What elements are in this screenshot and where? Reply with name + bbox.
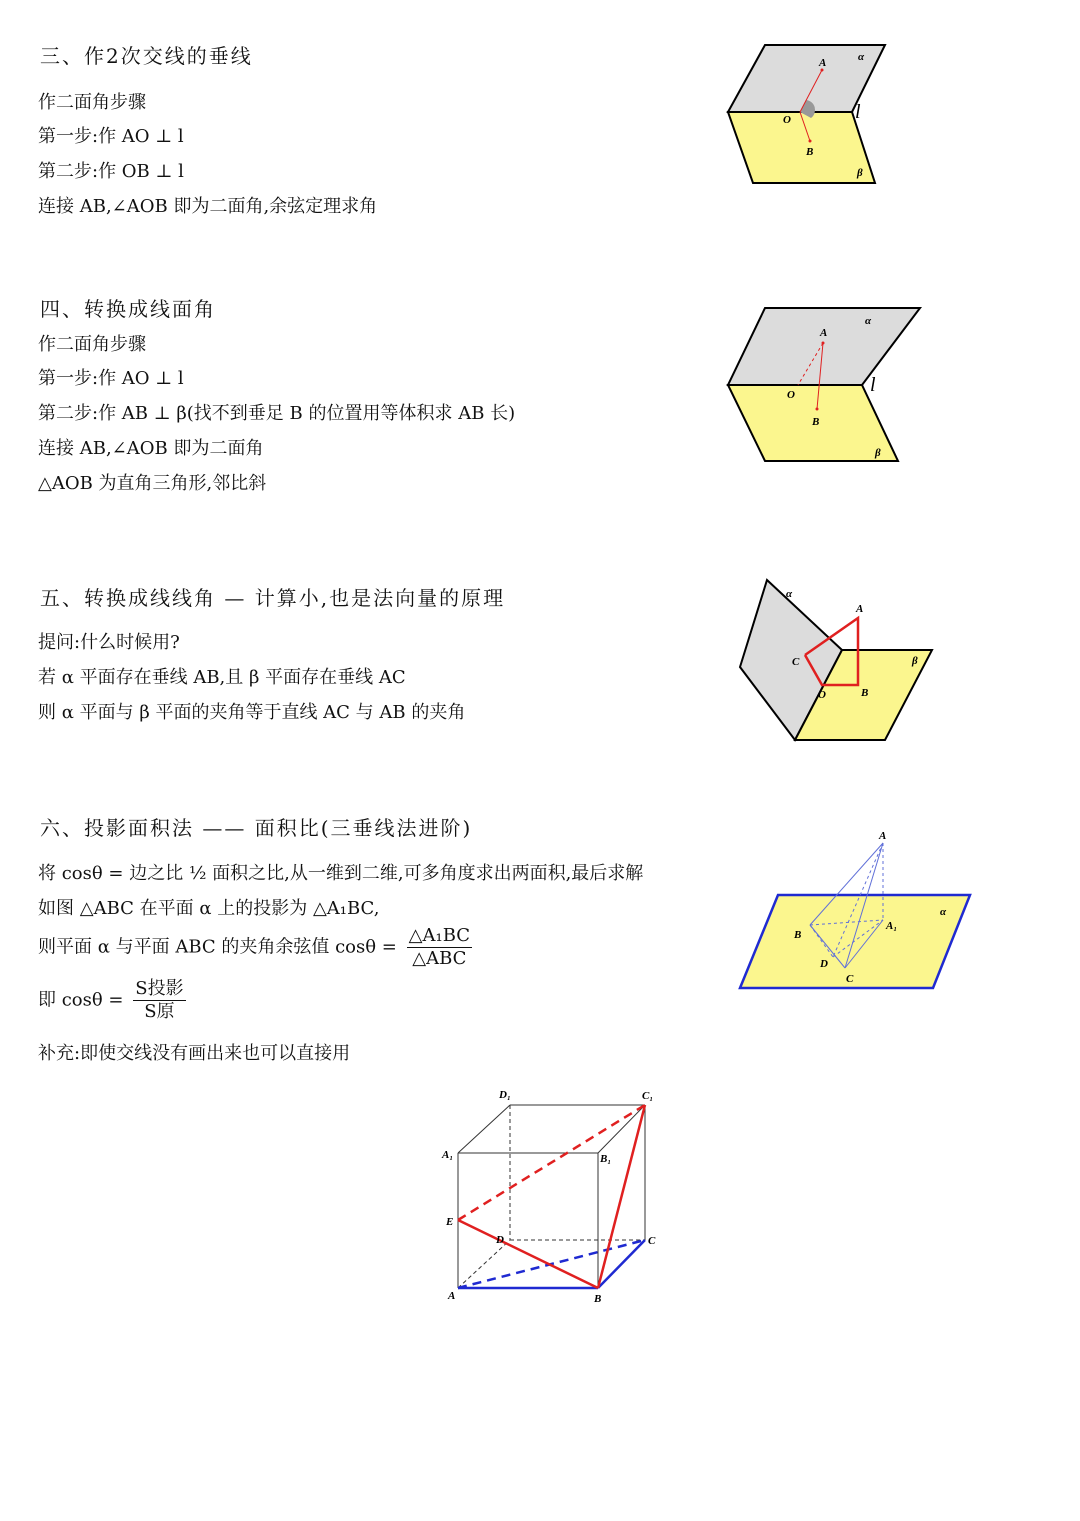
projection-numerator: S投影 — [135, 978, 184, 999]
cube-label-D: D — [496, 1234, 504, 1246]
cube-label-E: E — [446, 1216, 454, 1228]
cube-label-C1: C₁ — [642, 1090, 654, 1102]
figure-dihedral-2 — [720, 305, 930, 465]
s4-line-4: 连接 AB,∠AOB 即为二面角 — [38, 438, 264, 459]
s4-line-2: 第一步:作 AO ⊥ l — [38, 368, 184, 389]
figure-projection — [740, 825, 975, 995]
fig4-label-alpha: α — [940, 906, 947, 918]
fig3-label-B: B — [861, 687, 869, 699]
fig2-label-l: l — [870, 374, 876, 396]
s6-line-2: 如图 △ABC 在平面 α 上的投影为 △A₁BC, — [38, 898, 380, 919]
s3-line-3: 第二步:作 OB ⊥ l — [38, 161, 184, 182]
s4-line-3: 第二步:作 AB ⊥ β(找不到垂足 B 的位置用等体积求 AB 长) — [38, 403, 516, 424]
fig3-label-O: O — [818, 689, 826, 701]
fig2-label-alpha: α — [865, 315, 872, 327]
figure-dihedral-1 — [720, 40, 890, 190]
fig1-label-beta: β — [857, 167, 863, 179]
fig2-label-O: O — [787, 389, 795, 401]
s5-line-2: 若 α 平面存在垂线 AB,且 β 平面存在垂线 AC — [38, 667, 406, 688]
s6-line-5: 补充:即使交线没有画出来也可以直接用 — [38, 1043, 351, 1064]
fig1-label-A: A — [819, 57, 827, 69]
s5-line-1: 提问:什么时候用? — [38, 632, 180, 653]
cube-label-B1: B₁ — [600, 1153, 612, 1165]
cube-label-A: A — [448, 1290, 456, 1302]
fig2-label-A: A — [820, 327, 828, 339]
s6-line-3-prefix: 则平面 α 与平面 ABC 的夹角余弦值 cosθ = — [38, 936, 397, 958]
cube-label-C: C — [648, 1235, 656, 1247]
fig4-label-B: B — [794, 929, 802, 941]
s6-line-4-prefix: 即 cosθ = — [38, 989, 124, 1011]
figure-cube — [440, 1083, 670, 1313]
fig4-label-A1: A₁ — [886, 920, 898, 932]
cube-label-B: B — [594, 1293, 602, 1305]
fig2-label-beta: β — [875, 447, 881, 459]
section-3-heading: 三、作2次交线的垂线 — [40, 44, 253, 68]
fig1-label-l: l — [855, 101, 861, 123]
area-ratio-fraction — [407, 925, 472, 970]
s4-line-5: △AOB 为直角三角形,邻比斜 — [38, 473, 267, 494]
s3-line-2: 第一步:作 AO ⊥ l — [38, 126, 184, 147]
fig3-label-C: C — [792, 656, 800, 668]
section-4-heading: 四、转换成线面角 — [40, 297, 216, 321]
section-5-heading: 五、转换成线线角 — 计算小,也是法向量的原理 — [40, 586, 506, 610]
s4-line-1: 作二面角步骤 — [38, 334, 146, 355]
area-ratio-numerator: △A₁BC — [408, 925, 471, 946]
fig1-label-alpha: α — [858, 51, 865, 63]
fig1-label-O: O — [783, 114, 791, 126]
fig3-label-alpha: α — [786, 588, 793, 600]
fig2-label-B: B — [812, 416, 820, 428]
s6-line-1: 将 cosθ = 边之比 ½ 面积之比,从一维到二维,可多角度求出两面积,最后求解 — [38, 863, 644, 884]
projection-denominator: S原 — [144, 1001, 175, 1022]
figure-line-angle — [730, 575, 940, 745]
s6-line-3 — [38, 925, 472, 970]
cube-label-A1: A₁ — [442, 1149, 454, 1161]
s3-line-4: 连接 AB,∠AOB 即为二面角,余弦定理求角 — [38, 196, 378, 217]
fig4-label-A: A — [879, 830, 887, 842]
fig3-label-beta: β — [912, 655, 918, 667]
s3-line-1: 作二面角步骤 — [38, 92, 146, 113]
s5-line-3: 则 α 平面与 β 平面的夹角等于直线 AC 与 AB 的夹角 — [38, 702, 466, 723]
s6-line-4 — [38, 978, 186, 1023]
fig4-label-C: C — [846, 973, 854, 985]
section-6-heading: 六、投影面积法 —— 面积比(三垂线法进阶) — [40, 816, 473, 840]
fig3-label-A: A — [856, 603, 864, 615]
fig4-label-D: D — [820, 958, 828, 970]
area-ratio-denominator: △ABC — [412, 948, 467, 969]
fig1-label-B: B — [806, 146, 814, 158]
cube-label-D1: D₁ — [499, 1089, 511, 1101]
projection-fraction — [133, 978, 185, 1023]
